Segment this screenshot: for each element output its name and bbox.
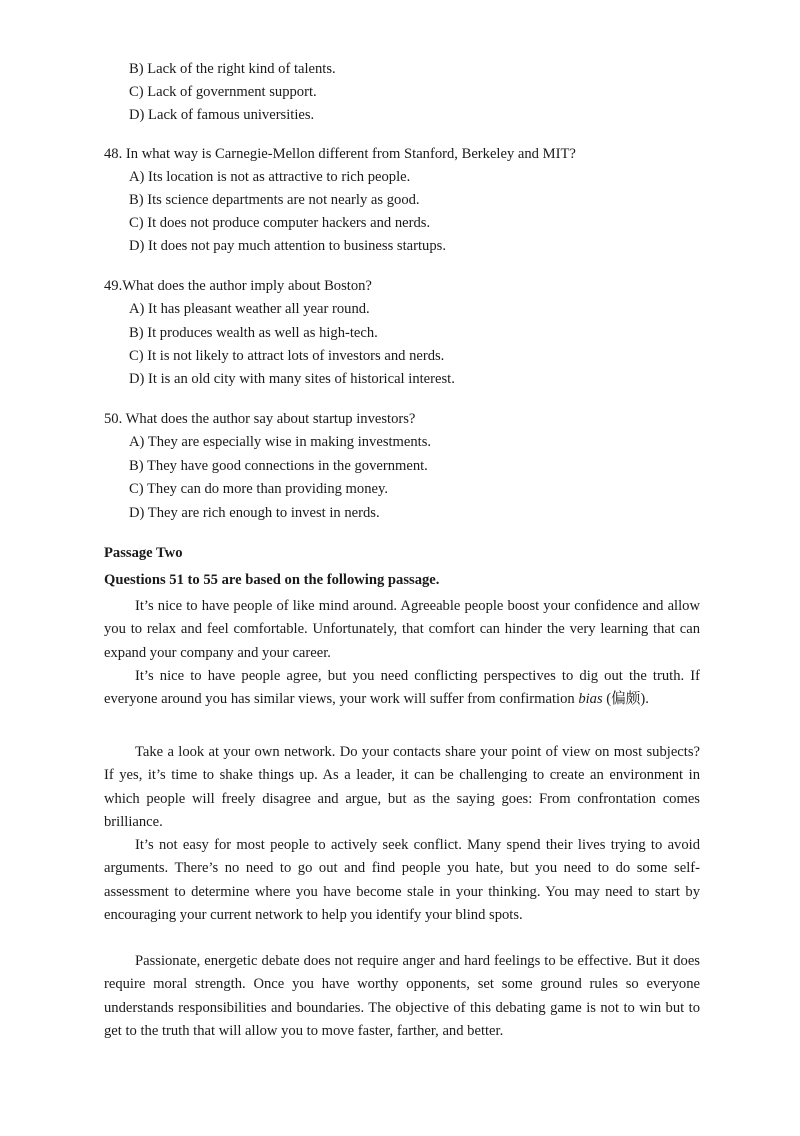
q48-option-a: A) Its location is not as attractive to rich people. — [129, 169, 411, 185]
paragraph-2-text: It’s nice to have people agree, but you need conflicting perspectives to dig out the truth. If everyone around you has similar views, your work will suffer from confirmation — [104, 668, 700, 708]
passage-paragraph-5: Passionate, energetic debate does not require anger and hard feelings to be effective. But it does require moral strength. Once you have worthy opponents, set some ground rules so everyone understands responsibilities and boundaries. The objective of this debating game is not to win but to get to the truth that will allow you to move faster, farther, and better. — [104, 953, 700, 1040]
bias-gloss: (偏颇). — [602, 691, 649, 708]
passage-paragraph-2 — [104, 665, 700, 712]
q47-option-b: B) Lack of the right kind of talents. — [129, 61, 336, 77]
q49-option-d: D) It is an old city with many sites of historical interest. — [129, 371, 455, 387]
q48-option-c: C) It does not produce computer hackers and nerds. — [129, 215, 431, 231]
q48-option-b: B) Its science departments are not nearly as good. — [129, 192, 420, 208]
q49-stem: 49.What does the author imply about Boston? — [104, 278, 372, 294]
q50-option-d: D) They are rich enough to invest in nerds. — [129, 505, 380, 521]
q48-stem: 48. In what way is Carnegie-Mellon different from Stanford, Berkeley and MIT? — [104, 146, 576, 162]
q47-option-d: D) Lack of famous universities. — [129, 107, 315, 123]
q49-option-b: B) It produces wealth as well as high-tech. — [129, 325, 378, 341]
q50-stem: 50. What does the author say about startup investors? — [104, 411, 416, 427]
q50-option-c: C) They can do more than providing money. — [129, 481, 388, 497]
passage-instruction: Questions 51 to 55 are based on the following passage. — [104, 572, 440, 588]
q48-option-d: D) It does not pay much attention to business startups. — [129, 238, 446, 254]
passage-paragraph-3: Take a look at your own network. Do your contacts share your point of view on most subjects? If yes, it’s time to shake things up. As a leader, it can be challenging to create an environment in which people will freely disagree and argue, but as the saying goes: From confrontation comes brilliance. — [104, 744, 700, 831]
q49-option-a: A) It has pleasant weather all year round. — [129, 301, 370, 317]
passage-title: Passage Two — [104, 545, 183, 561]
passage-paragraph-1: It’s nice to have people of like mind around. Agreeable people boost your confidence and allow you to relax and feel comfortable. Unfortunately, that comfort can hinder the very learning that can expand your company and your career. — [104, 598, 700, 661]
passage-paragraph-4: It’s not easy for most people to actively seek conflict. Many spend their lives trying to avoid arguments. There’s no need to go out and find people you hate, but you need to do some self-assessment to determine where you have become stale in your thinking. You may need to start by encouraging your current network to help you identify your blind spots. — [104, 837, 700, 924]
q50-option-a: A) They are especially wise in making investments. — [129, 434, 432, 450]
q47-option-c: C) Lack of government support. — [129, 84, 317, 100]
q49-option-c: C) It is not likely to attract lots of investors and nerds. — [129, 348, 445, 364]
q50-option-b: B) They have good connections in the government. — [129, 458, 428, 474]
bias-term: bias — [578, 691, 603, 708]
